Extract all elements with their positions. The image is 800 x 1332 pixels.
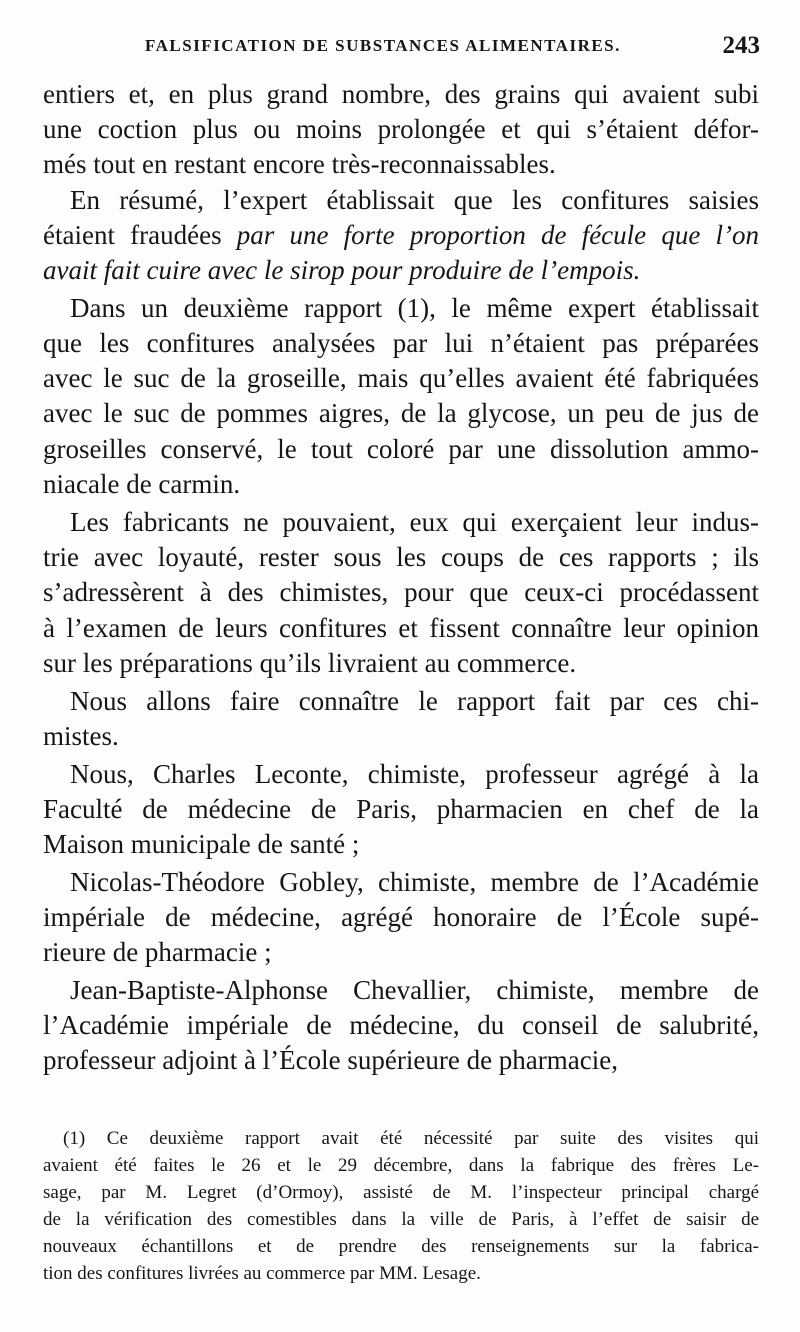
footnote-line: tion des confitures livrées au commerce par MM. Lesage. <box>43 1263 481 1284</box>
text-line: avec le suc de pommes aigres, de la glycose, un peu de jus de <box>43 398 759 428</box>
text-line: Dans un deuxième rapport (1), le même expert établissait <box>70 293 759 323</box>
text-span: étaient fraudées <box>43 220 222 250</box>
footnote-line: (1) Ce deuxième rapport avait été nécessité par suite des visites qui <box>63 1128 759 1149</box>
running-title: FALSIFICATION DE SUBSTANCES ALIMENTAIRES. <box>145 36 621 55</box>
text-line: niacale de carmin. <box>43 469 241 499</box>
text-line <box>43 219 759 251</box>
text-line: impériale de médecine, agrégé honoraire de l’École supé- <box>43 902 759 932</box>
text-line: rieure de pharmacie ; <box>43 937 272 967</box>
footnote-line: avaient été faites le 26 et le 29 décembre, dans la fabrique des frères Le- <box>43 1155 759 1176</box>
text-line: trie avec loyauté, rester sous les coups de ces rapports ; ils <box>43 542 759 572</box>
text-line: groseilles conservé, le tout coloré par une dissolution ammo- <box>43 434 759 464</box>
text-line: Maison municipale de santé ; <box>43 829 360 859</box>
text-line: Nous allons faire connaître le rapport fait par ces chi- <box>70 686 759 716</box>
text-line: Nicolas-Théodore Gobley, chimiste, membre de l’Académie <box>70 867 759 897</box>
footnote-line: nouveaux échantillons et de prendre des renseignements sur la fabrica- <box>43 1236 759 1257</box>
emphasis-text: par une forte proportion de fécule que l’on <box>236 220 759 250</box>
text-line: l’Académie impériale de médecine, du conseil de salubrité, <box>43 1010 759 1040</box>
text-line: avec le suc de la groseille, mais qu’elles avaient été fabriquées <box>43 363 759 393</box>
text-line: entiers et, en plus grand nombre, des grains qui avaient subi <box>43 79 759 109</box>
text-line: à l’examen de leurs confitures et fissent connaître leur opinion <box>43 613 759 643</box>
page-header <box>145 32 760 66</box>
footnote-line: de la vérification des comestibles dans la ville de Paris, à l’effet de saisir de <box>43 1209 759 1230</box>
text-line: Jean-Baptiste-Alphonse Chevallier, chimiste, membre de <box>70 975 759 1005</box>
text-line: professeur adjoint à l’École supérieure de pharmacie, <box>43 1045 618 1075</box>
text-line: que les confitures analysées par lui n’étaient pas préparées <box>43 328 759 358</box>
text-line: mistes. <box>43 721 119 751</box>
text-line: Nous, Charles Leconte, chimiste, professeur agrégé à la <box>70 759 759 789</box>
text-line: s’adressèrent à des chimistes, pour que ceux-ci procédassent <box>43 577 759 607</box>
footnote-line: sage, par M. Legret (d’Ormoy), assisté de M. l’inspecteur principal chargé <box>43 1182 759 1203</box>
text-line: més tout en restant encore très-reconnaissables. <box>43 149 556 179</box>
text-line: sur les préparations qu’ils livraient au commerce. <box>43 648 577 678</box>
emphasis-line: avait fait cuire avec le sirop pour produire de l’empois. <box>43 255 641 285</box>
text-line: Faculté de médecine de Paris, pharmacien en chef de la <box>43 794 759 824</box>
text-line: En résumé, l’expert établissait que les confitures saisies <box>70 185 759 215</box>
text-line: Les fabricants ne pouvaient, eux qui exerçaient leur indus- <box>70 507 759 537</box>
page-number: 243 <box>722 32 760 59</box>
text-line: une coction plus ou moins prolongée et qui s’étaient défor- <box>43 114 759 144</box>
